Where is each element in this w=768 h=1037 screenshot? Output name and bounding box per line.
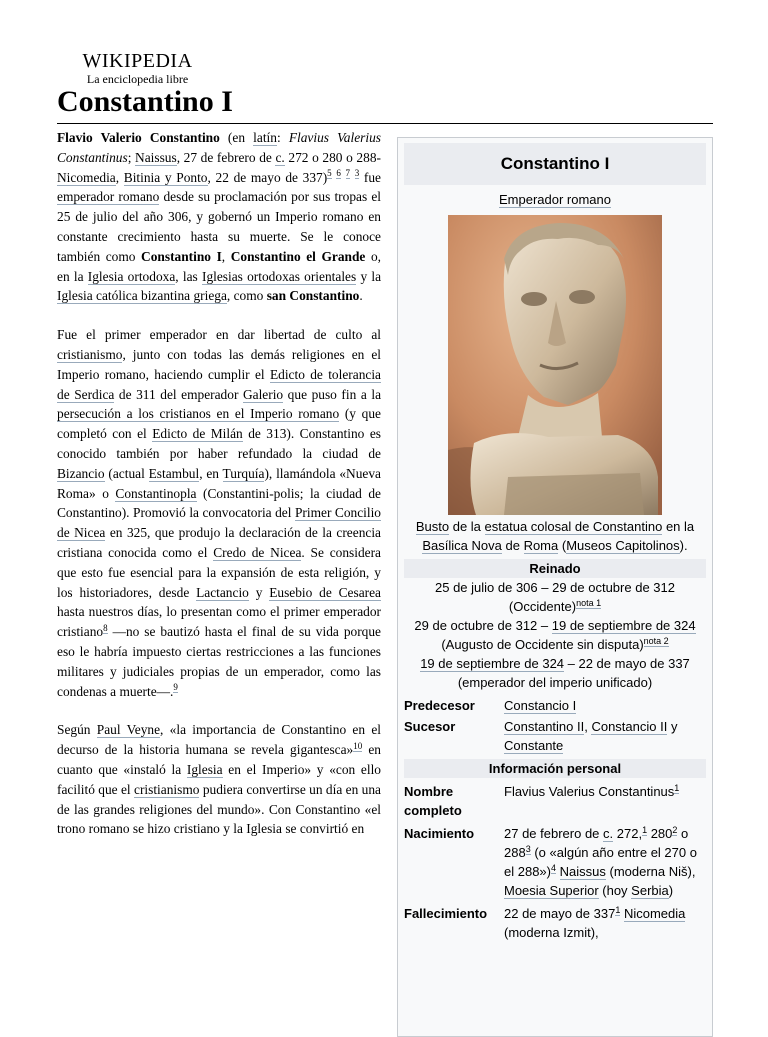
citation-ref[interactable]: 4 (550, 862, 556, 873)
text-run: (hoy (598, 883, 632, 898)
fallecimiento-label: Fallecimiento (404, 906, 488, 921)
text-run (341, 170, 346, 185)
text-run: (o «algún año entre el 270 o el 288») (504, 845, 697, 879)
article-link[interactable]: estatua colosal de Constantino (484, 519, 663, 534)
citation-ref[interactable]: 8 (103, 622, 108, 633)
text-run: (Augusto de Occidente sin disputa) (441, 637, 644, 652)
bold-text: san Constantino (266, 288, 360, 304)
nacimiento-value (504, 824, 706, 900)
infobox (397, 137, 713, 1037)
text-run: 272, (613, 826, 643, 841)
title-divider (57, 123, 713, 124)
article-link[interactable]: Primer Concilio de Nicea (57, 505, 382, 541)
infobox-image-caption (404, 517, 706, 555)
infobox-subtitle[interactable] (398, 191, 712, 209)
text-run: , (584, 719, 592, 734)
article-link[interactable]: c. (603, 826, 614, 841)
text-run: 27 de febrero de (504, 826, 604, 841)
citation-ref[interactable]: nota 2 (643, 635, 669, 646)
text-run: en 325, que produjo la declaración de la creencia cristiana conocida como el (57, 525, 381, 560)
text-run: , como (226, 288, 267, 304)
predecesor-value (504, 696, 706, 715)
article-link[interactable]: Constancio II (591, 719, 668, 734)
nombre-label: Nombre completo (404, 784, 462, 818)
article-link[interactable]: Basílica Nova (422, 538, 502, 553)
article-link[interactable]: latín (253, 130, 277, 145)
nacimiento-label: Nacimiento (404, 826, 475, 841)
article-link[interactable]: Constantinopla (115, 485, 197, 501)
article-paragraph-3 (57, 720, 381, 839)
wikipedia-tagline: La enciclopedia libre (86, 72, 189, 86)
text-run: , 22 de mayo de 337) (207, 169, 328, 185)
text-run: 25 de julio de 306 – 29 de octubre de 312 (Occidente) (435, 580, 675, 614)
citation-ref[interactable]: 10 (353, 740, 363, 751)
article-paragraph-1 (57, 128, 381, 306)
article-link[interactable]: Paul Veyne (96, 722, 161, 738)
text-run: ( (558, 538, 567, 553)
text-run: (Constantini-polis; la ciudad de Constantino). Promovió la convocatoria del (57, 485, 381, 521)
reinado-line-1 (402, 578, 708, 616)
text-run: , (115, 169, 124, 185)
text-run: de 313). Constantino es conocido también por haber refundado la ciudad de (57, 426, 381, 461)
citation-ref[interactable]: 6 (336, 168, 341, 179)
text-run: Fue el primer emperador en dar libertad de culto al (57, 327, 381, 343)
citation-ref[interactable]: 5 (327, 168, 332, 179)
text-run: , «la importancia de Constantino en el decurso de la historia humana se revela gigantesca» (57, 722, 381, 758)
text-run: 29 de octubre de 312 – (414, 618, 552, 633)
article-link[interactable]: Iglesia ortodoxa (87, 268, 176, 284)
infobox-subtitle-link[interactable]: Emperador romano (499, 192, 611, 207)
article-link[interactable]: Eusebio de Cesarea (269, 584, 381, 600)
text-run: , las (175, 268, 202, 284)
citation-ref[interactable]: 9 (173, 682, 178, 693)
bold-text: Constantino I (141, 248, 222, 264)
article-link[interactable]: Nicomedia (57, 169, 116, 185)
text-run: y (248, 584, 270, 600)
text-run: en el Imperio» y «con ello facilitó que el (57, 761, 382, 797)
text-run: (moderna Izmit), (504, 925, 599, 940)
text-run: (actual (104, 465, 149, 481)
bold-text: Constantino el Grande (230, 248, 366, 264)
article-link[interactable]: Galerio (242, 386, 284, 402)
citation-ref[interactable]: 1 (674, 782, 680, 793)
article-link[interactable]: Turquía (222, 465, 265, 481)
text-run: 272 o 280 o 288- (284, 149, 381, 165)
nombre-value (504, 782, 706, 820)
article-link[interactable]: emperador romano (57, 189, 160, 205)
article-link[interactable]: Museos Capitolinos (566, 538, 680, 553)
article-link[interactable]: Estambul (148, 465, 200, 481)
text-run: , (221, 248, 231, 264)
article-paragraph-2 (57, 325, 381, 701)
article-body (57, 128, 381, 858)
article-link[interactable]: Credo de Nicea (213, 544, 302, 560)
text-run: que puso fin a la (283, 386, 382, 402)
article-link[interactable]: Edicto de tolerancia de Serdica (57, 366, 381, 402)
predecesor-label: Predecesor (404, 698, 475, 713)
text-run: – 22 de mayo de 337 (emperador del imperio unificado) (457, 656, 690, 690)
article-link[interactable]: 19 de septiembre de 324 (551, 618, 696, 633)
article-link[interactable]: Edicto de Milán (152, 426, 243, 442)
text-run: : (276, 130, 289, 145)
article-link[interactable]: cristianismo (57, 346, 123, 362)
text-run: pudiera convertirse un día en una de las grandes religiones del mundo». Con Constantino «el trono romano se hizo cristiano y la Iglesia se convirtió en (57, 781, 381, 837)
citation-ref[interactable]: nota 1 (576, 597, 602, 608)
infobox-title: Constantino I (404, 143, 706, 185)
article-link[interactable]: Iglesia católica bizantina griega (57, 288, 227, 304)
citation-ref[interactable]: 1 (642, 824, 648, 835)
text-run: (y que completó con el (57, 406, 381, 442)
text-run: . Se considera que esto fue esencial para la expansión de esta religión, y los historiadores, desde (57, 544, 381, 600)
article-link[interactable]: c. (275, 149, 285, 165)
fallecimiento-row (404, 904, 706, 942)
text-run: . (359, 288, 363, 304)
sucesor-row (404, 717, 706, 755)
text-run: , junto con todas las demás religiones en el Imperio romano, haciendo cumplir el (57, 346, 381, 382)
text-run: y (667, 719, 678, 734)
article-link[interactable]: Moesia Superior (504, 883, 599, 898)
nacimiento-row (404, 824, 706, 900)
article-link[interactable]: Constantino II (504, 719, 585, 734)
text-run: Flavius Valerius Constantinus (504, 784, 675, 799)
article-link[interactable]: Bizancio (57, 465, 105, 481)
article-link[interactable]: Serbia (631, 883, 669, 898)
text-run: o, en la (57, 248, 381, 284)
article-link[interactable]: Busto (415, 519, 450, 534)
wikipedia-logo[interactable] (75, 50, 200, 86)
citation-ref[interactable]: 2 (672, 824, 678, 835)
text-run: ; (127, 149, 136, 165)
article-link[interactable]: Naissus (559, 864, 606, 879)
text-run: 22 de mayo de 337 (504, 906, 616, 921)
reinado-line-3 (402, 654, 708, 692)
wikipedia-wordmark: WIKIPEDIA (82, 50, 193, 72)
text-run: (en (219, 130, 254, 145)
text-run: desde su proclamación por sus tropas el 25 de julio del año 306, y gobernó un Imperio romano en constante crecimiento hasta su muerte. Se le conoce también como (57, 189, 381, 264)
citation-ref[interactable]: 1 (615, 904, 621, 915)
text-run: en la (662, 519, 695, 534)
constantine-bust-image[interactable] (448, 215, 662, 515)
sucesor-label: Sucesor (404, 719, 456, 734)
text-run: (moderna Niš), (605, 864, 696, 879)
text-run: 280 (647, 826, 673, 841)
article-link[interactable]: cristianismo (134, 781, 200, 797)
article-link[interactable]: Constancio I (504, 698, 577, 713)
text-run: , en (199, 465, 223, 481)
article-link[interactable]: 19 de septiembre de 324 (420, 656, 565, 671)
text-run: ) (668, 883, 674, 898)
citation-ref[interactable]: 7 (345, 168, 351, 179)
citation-ref[interactable]: 3 (354, 168, 360, 179)
text-run: ). (679, 538, 688, 553)
bold-text: Flavio Valerio Constantino (57, 130, 220, 145)
sucesor-value (504, 717, 706, 755)
article-link[interactable]: Iglesia (186, 761, 223, 777)
article-link[interactable]: Naissus (135, 149, 177, 165)
text-run: de la (449, 519, 485, 534)
article-link[interactable]: Nicomedia (623, 906, 686, 921)
article-link[interactable]: Bitinia y Ponto (123, 169, 208, 185)
reinado-header: Reinado (404, 559, 706, 578)
text-run: o 288 (504, 826, 689, 860)
predecesor-row (404, 696, 706, 715)
text-run: ), llamándola «Nueva Roma» o (57, 465, 381, 501)
article-link[interactable]: Constante (504, 738, 564, 753)
text-run: , 27 de febrero de (176, 149, 276, 165)
text-run: Según (57, 722, 97, 738)
text-run: hasta nuestros días, lo presentan como el primer emperador cristiano (57, 604, 381, 640)
text-run: de (501, 538, 524, 553)
citation-ref[interactable]: 3 (525, 843, 531, 854)
article-link[interactable]: Roma (523, 538, 559, 553)
text-run: —no se bautizó hasta el final de su vida porque eso le habría impuesto ciertas restricciones a las funciones militares y judiciales propias de un emperador, como las condenas a muerte—. (57, 624, 381, 699)
article-link[interactable]: persecución a los cristianos en el Imperio romano (57, 406, 340, 422)
text-run: en cuanto que «instaló la (57, 742, 381, 777)
article-link[interactable]: Lactancio (196, 584, 249, 600)
page-title: Constantino I (57, 85, 233, 118)
italic-text: Flavius Valerius Constantinus (57, 130, 381, 165)
nombre-row (404, 782, 706, 820)
text-run (350, 170, 355, 185)
fallecimiento-value (504, 904, 706, 942)
text-run: fue (359, 169, 381, 185)
article-link[interactable]: Iglesias ortodoxas orientales (201, 268, 357, 284)
text-run: y la (356, 268, 382, 284)
reinado-line-2 (402, 616, 708, 654)
personal-info-header: Información personal (404, 759, 706, 778)
text-run: de 311 del emperador (114, 386, 243, 402)
